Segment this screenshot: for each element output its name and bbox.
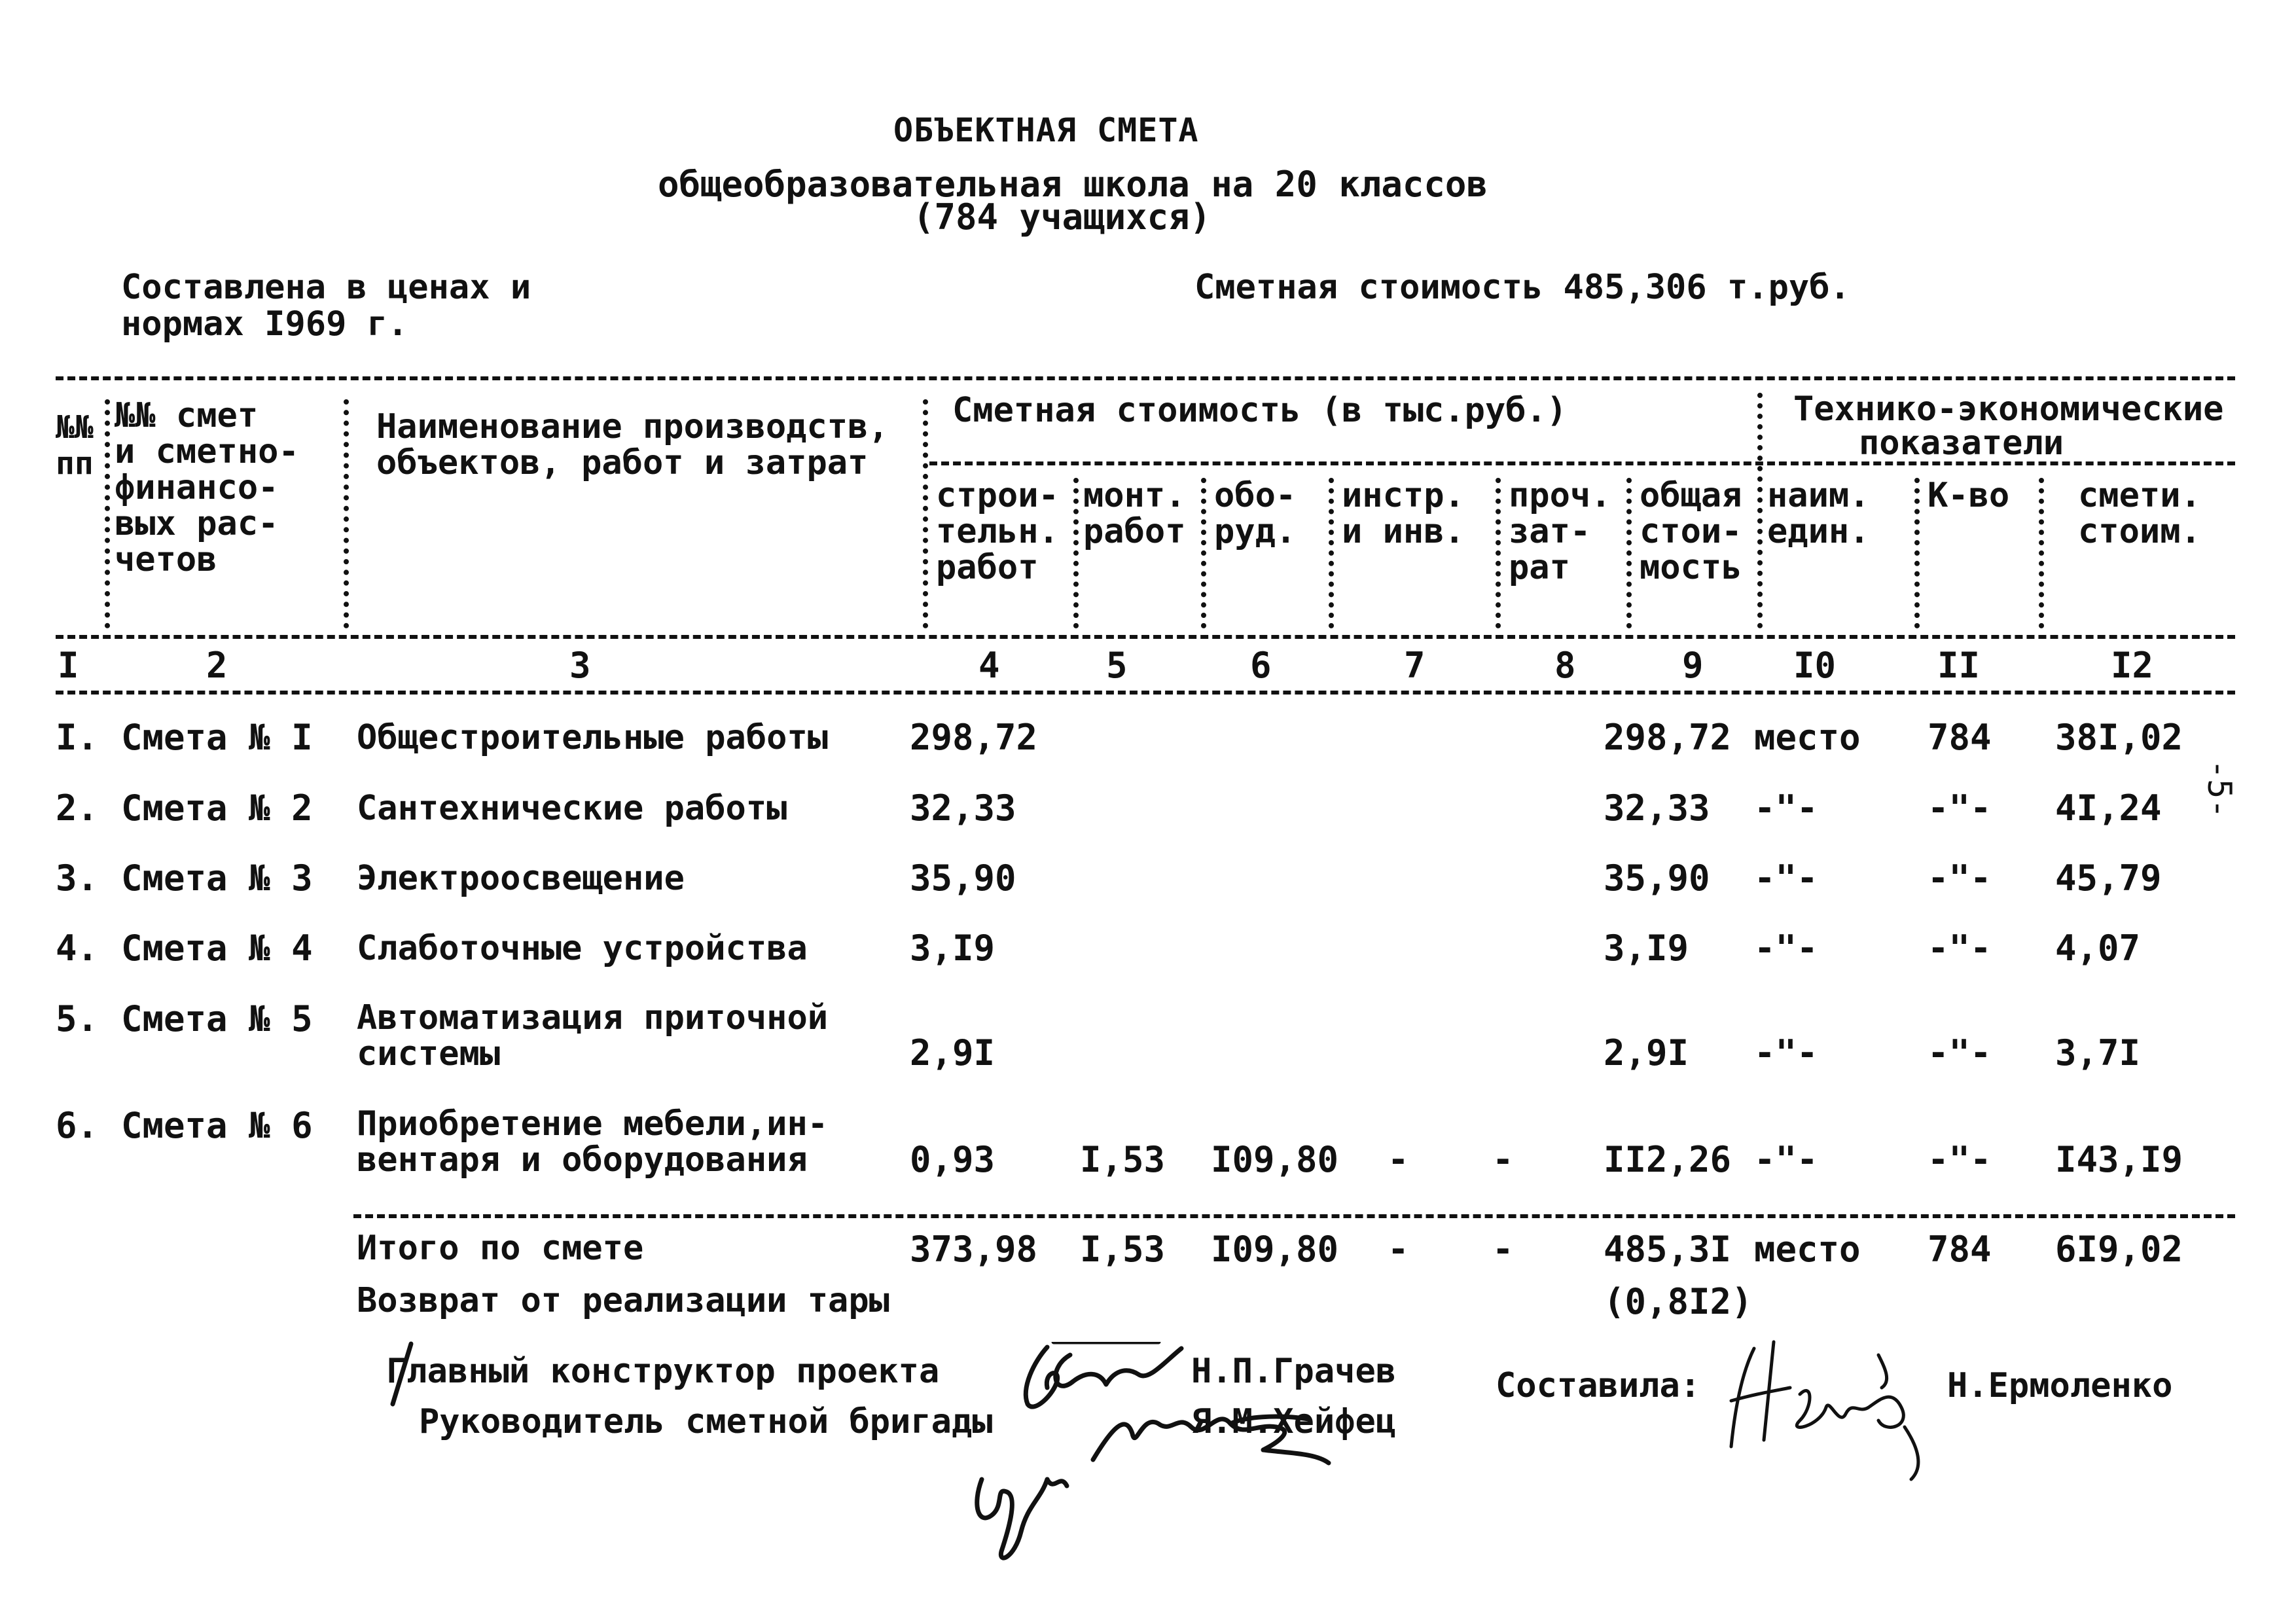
col-number: I0 [1793,645,1837,686]
row-estimate-ref: Смета № 4 [121,928,313,969]
row-number: 5. [56,998,99,1039]
header-col10-line: един. [1767,512,1870,551]
row-unit-cost: 45,79 [2055,857,2162,899]
row-unit: -"- [1754,857,1818,899]
header-col7-line: инстр. [1342,476,1465,515]
row-total-cost: 2,9I [1604,1032,1689,1074]
row-name [357,1106,828,1178]
row-construction: 35,90 [910,857,1016,899]
header-col3-line: Наименование производств, [376,407,889,446]
return-label: Возврат от реализации тары [357,1281,889,1320]
row-number: I. [56,717,99,758]
col-number: 7 [1404,645,1426,686]
row-name: Общестроительные работы [357,718,829,757]
signature-initials [962,1453,1100,1571]
total-quantity: 784 [1928,1229,1992,1270]
header-col5 [1083,478,1186,550]
header-separator [344,399,349,628]
header-col8 [1509,478,1611,586]
header-col10 [1767,478,1870,550]
row-name: Электроосвещение [357,859,685,898]
col-number: 5 [1106,645,1128,686]
row-quantity: -"- [1928,1032,1992,1074]
header-col5-line: работ [1083,512,1186,551]
col-number: 4 [978,645,1000,686]
document-title: ОБЪЕКТНАЯ СМЕТА [893,111,1199,149]
total-tools: - [1388,1229,1409,1270]
row-quantity: -"- [1928,1139,1992,1180]
row-assembly: I,53 [1080,1139,1166,1180]
row-total-cost: 32,33 [1604,787,1710,829]
header-col8-line: зат- [1509,512,1591,551]
header-separator [1073,478,1079,628]
row-name: Слаботочные устройства [357,929,808,968]
total-construction: 373,98 [910,1229,1038,1270]
row-unit-cost: I43,I9 [2055,1139,2183,1180]
row-number: 3. [56,857,99,899]
estimate-team-head-name: Я.М.Хейфец [1191,1402,1397,1441]
row-construction: 32,33 [910,787,1016,829]
header-separator [1496,478,1501,628]
total-other: - [1492,1229,1514,1270]
header-col3-line: объектов, работ и затрат [376,443,869,482]
col-number: 8 [1554,645,1576,686]
estimate-team-head-title: Руководитель сметной бригады [419,1402,993,1441]
row-construction: 2,9I [910,1032,996,1074]
header-col12-line: стоим. [2078,512,2201,551]
row-total-cost: 3,I9 [1604,928,1689,969]
header-separator [1914,478,1920,628]
chief-constructor-title: Главный конструктор проекта [386,1352,940,1391]
prices-note-line-2: нормах I969 г. [121,304,408,344]
header-col8-line: проч. [1509,476,1611,515]
row-unit: -"- [1754,1139,1818,1180]
row-number: 4. [56,928,99,969]
header-col2-line: четов [115,540,217,579]
total-unit: место [1754,1229,1861,1270]
header-col10-line: наим. [1767,476,1870,515]
row-other: - [1492,1139,1514,1180]
col-number: I2 [2111,645,2154,686]
row-total-cost: II2,26 [1604,1139,1732,1180]
header-separator [1626,478,1632,628]
col-number: 6 [1250,645,1272,686]
header-separator [2039,478,2044,628]
signature-kheyfets [1080,1388,1388,1545]
chief-constructor-name: Н.П.Грачев [1191,1352,1397,1391]
slash-mark [386,1339,419,1411]
header-bottom-rule [56,635,2235,639]
row-total-cost: 298,72 [1604,717,1732,758]
header-top-rule [56,376,2235,380]
header-col9 [1640,478,1742,586]
header-col7-line: и инв. [1342,512,1465,551]
row-quantity: -"- [1928,787,1992,829]
total-cost: 485,3I [1604,1229,1732,1270]
header-separator [1201,478,1206,628]
header-group-cost: Сметная стоимость (в тыс.руб.) [952,391,1568,430]
row-unit-cost: 3,7I [2055,1032,2141,1074]
estimate-total-cost: Сметная стоимость 485,306 т.руб. [1194,268,1850,307]
row-name [357,1000,828,1072]
row-quantity: -"- [1928,928,1992,969]
row-name: Сантехнические работы [357,789,787,828]
header-col9-line: общая [1640,476,1742,515]
row-construction: 0,93 [910,1139,996,1180]
total-label: Итого по смете [357,1229,644,1268]
total-equipment: I09,80 [1211,1229,1339,1270]
row-tools: - [1388,1139,1409,1180]
header-col1-b: пп [56,445,94,482]
col-number: 9 [1682,645,1704,686]
header-group-tech-1: Технико-экономические [1793,389,2224,429]
total-assembly: I,53 [1080,1229,1166,1270]
row-estimate-ref: Смета № I [121,717,313,758]
header-separator [1329,478,1334,628]
document-subtitle: общеобразовательная школа на 20 классов [658,164,1488,205]
row-quantity: -"- [1928,857,1992,899]
row-name-line: Приобретение мебели,ин- [357,1104,829,1144]
header-col4-line: работ [936,548,1039,587]
composed-by-label: Составила: [1496,1366,1701,1405]
col-number-rule [56,691,2235,695]
header-col2-line: финансо- [115,468,279,507]
prices-note-line-1: Составлена в ценах и [121,268,531,307]
composed-by-name: Н.Ермоленко [1947,1366,2173,1405]
col-number: 3 [569,645,591,686]
header-col11 [1928,478,2009,514]
header-col5-line: монт. [1083,476,1186,515]
row-construction: 298,72 [910,717,1038,758]
header-col9-line: мость [1640,548,1742,587]
row-equipment: I09,80 [1211,1139,1339,1180]
header-separator [923,399,928,628]
header-col12 [2078,478,2201,550]
col-number: I [58,645,79,686]
row-unit-cost: 38I,02 [2055,717,2183,758]
page-number: -5- [2200,759,2238,819]
row-quantity: 784 [1928,717,1992,758]
row-estimate-ref: Смета № 3 [121,857,313,899]
header-col1-a: №№ [56,409,94,446]
header-col8-line: рат [1509,548,1570,587]
header-col9-line: стои- [1640,512,1742,551]
header-separator [105,399,110,628]
row-unit: -"- [1754,787,1818,829]
row-estimate-ref: Смета № 6 [121,1105,313,1146]
row-unit: место [1754,717,1861,758]
signature-ermolenko [1715,1335,1937,1492]
header-col4-line: строи- [936,476,1059,515]
header-col2 [115,398,299,578]
row-unit-cost: 4,07 [2055,928,2141,969]
total-rule [353,1214,2235,1218]
row-estimate-ref: Смета № 2 [121,787,313,829]
header-sub-rule [929,461,2235,465]
row-construction: 3,I9 [910,928,996,969]
header-col6-line: обо- [1214,476,1297,515]
header-col6-line: руд. [1214,512,1297,551]
header-col2-line: вых рас- [115,504,279,543]
row-number: 6. [56,1105,99,1146]
row-unit: -"- [1754,928,1818,969]
header-col7 [1342,478,1465,550]
row-name-line: системы [357,1034,501,1074]
row-total-cost: 35,90 [1604,857,1710,899]
col-number: II [1937,645,1981,686]
return-value: (0,8I2) [1604,1281,1753,1322]
document-subtitle-count: (784 учащихся) [913,196,1211,238]
header-separator [1757,393,1763,628]
header-col11-line: К-во [1928,476,2010,515]
header-col12-line: смети. [2078,476,2201,515]
total-unit-cost: 6I9,02 [2055,1229,2183,1270]
row-number: 2. [56,787,99,829]
row-unit-cost: 4I,24 [2055,787,2162,829]
row-name-line: вентаря и оборудования [357,1140,808,1180]
header-col4 [936,478,1059,586]
row-estimate-ref: Смета № 5 [121,998,313,1039]
header-col6 [1214,478,1296,550]
header-col2-line: и сметно- [115,432,299,471]
header-col3 [376,409,889,481]
row-name-line: Автоматизация приточной [357,998,829,1038]
col-number: 2 [206,645,228,686]
header-col4-line: тельн. [936,512,1059,551]
row-unit: -"- [1754,1032,1818,1074]
header-col2-line: №№ смет [115,396,259,435]
header-group-tech-2: показатели [1859,424,2064,463]
